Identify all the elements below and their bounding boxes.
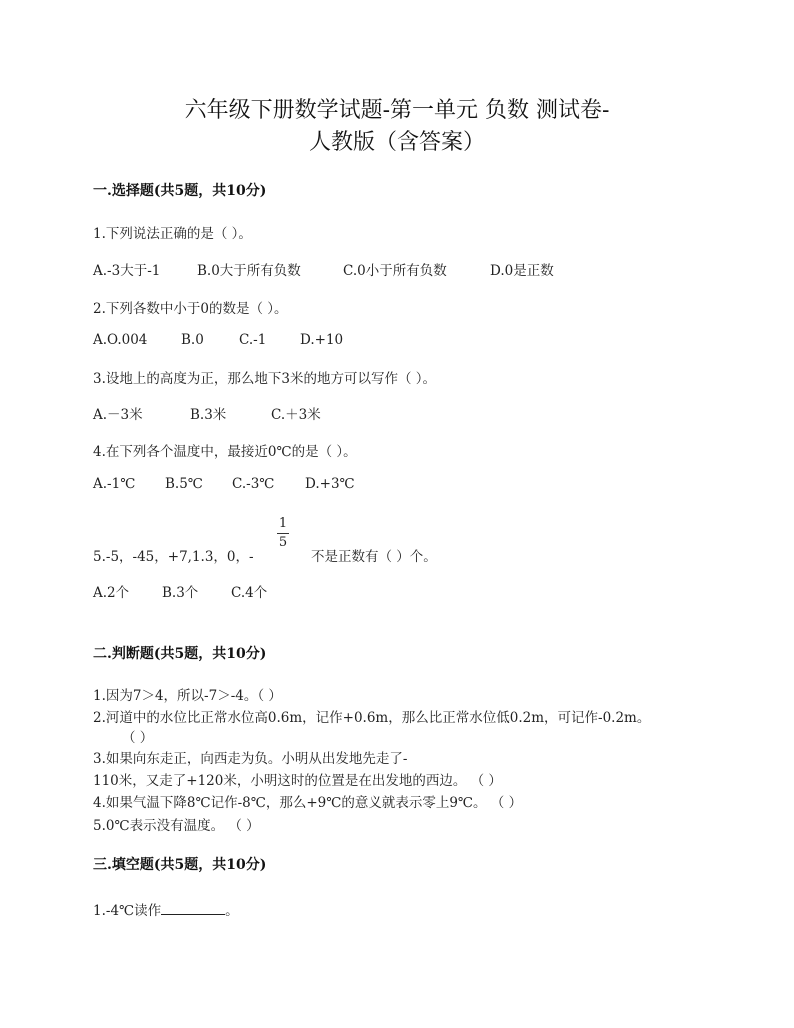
question-1-options: [93, 259, 554, 279]
question-5-options: [93, 581, 267, 601]
question-5-text-after: 不是正数有（ ）个。: [311, 549, 437, 565]
option-d: D.+10: [300, 332, 344, 348]
question-1-text: 1.下列说法正确的是（ ）。: [93, 226, 252, 242]
judgement-item-2-paren: （ ）: [122, 730, 154, 746]
judgement-item-3-line-2: 110米，又走了+120米，小明这时的位置是在出发地的西边。 （ ）: [93, 773, 502, 789]
option-c: C.-3℃: [232, 476, 275, 492]
option-c: C.4个: [231, 585, 268, 601]
option-b: B.3米: [190, 407, 227, 423]
question-5-text-before: 5.-5，-45，+7,1.3，0，-: [93, 549, 254, 565]
judgement-item-1: 1.因为7＞4，所以-7＞-4。（ ）: [93, 688, 282, 704]
option-c: C.0小于所有负数: [343, 263, 447, 279]
option-b: B.3个: [162, 585, 199, 601]
option-a: A.－3米: [93, 407, 143, 423]
answer-blank[interactable]: [161, 900, 225, 915]
question-2-text: 2.下列各数中小于0的数是（ ）。: [93, 301, 288, 317]
document-title-line-1: 六年级下册数学试题-第一单元 负数 测试卷-: [184, 98, 610, 123]
question-3-text: 3.设地上的高度为正，那么地下3米的地方可以写作（ ）。: [93, 371, 437, 387]
option-a: A.2个: [93, 585, 130, 601]
fill-in-question-1-text: 1.-4℃读作: [93, 903, 162, 919]
fraction-denominator: 5: [278, 535, 288, 550]
fraction-bar: [277, 533, 289, 534]
fraction: [277, 516, 289, 551]
option-b: B.0: [181, 332, 204, 348]
option-d: D.+3℃: [305, 476, 355, 492]
document-title-line-2: 人教版（含答案）: [308, 130, 485, 155]
option-a: A.-3大于-1: [93, 263, 161, 279]
judgement-item-2: 2.河道中的水位比正常水位高0.6m，记作+0.6m，那么比正常水位低0.2m，可记作-0.2m。: [93, 710, 651, 726]
option-b: B.5℃: [165, 476, 203, 492]
fill-in-question-1-end: 。: [225, 903, 239, 919]
section-heading-judgement: 二.判断题(共5题，共10分): [93, 646, 267, 662]
judgement-item-3-line-1: 3.如果向东走正，向西走为负。小明从出发地先走了-: [93, 751, 408, 767]
option-d: D.0是正数: [490, 263, 554, 279]
option-c: C.＋3米: [271, 407, 321, 423]
question-4-options: [93, 476, 355, 492]
option-c: C.-1: [239, 332, 267, 348]
option-b: B.0大于所有负数: [197, 263, 301, 279]
question-3-options: [93, 403, 321, 423]
section-heading-choice: 一.选择题(共5题，共10分): [93, 183, 267, 199]
option-a: A.-1℃: [93, 476, 136, 492]
question-4-text: 4.在下列各个温度中，最接近0℃的是（ ）。: [93, 444, 357, 460]
section-heading-fill-in: 三.填空题(共5题，共10分): [93, 857, 267, 873]
judgement-item-5: 5.0℃表示没有温度。 （ ）: [93, 818, 260, 834]
fill-in-question-1: [93, 899, 239, 919]
fraction-numerator: 1: [278, 516, 288, 531]
judgement-item-4: 4.如果气温下降8℃记作-8℃，那么+9℃的意义就表示零上9℃。 （ ）: [93, 795, 523, 811]
question-2-options: [93, 332, 343, 348]
option-a: A.O.004: [93, 332, 148, 348]
